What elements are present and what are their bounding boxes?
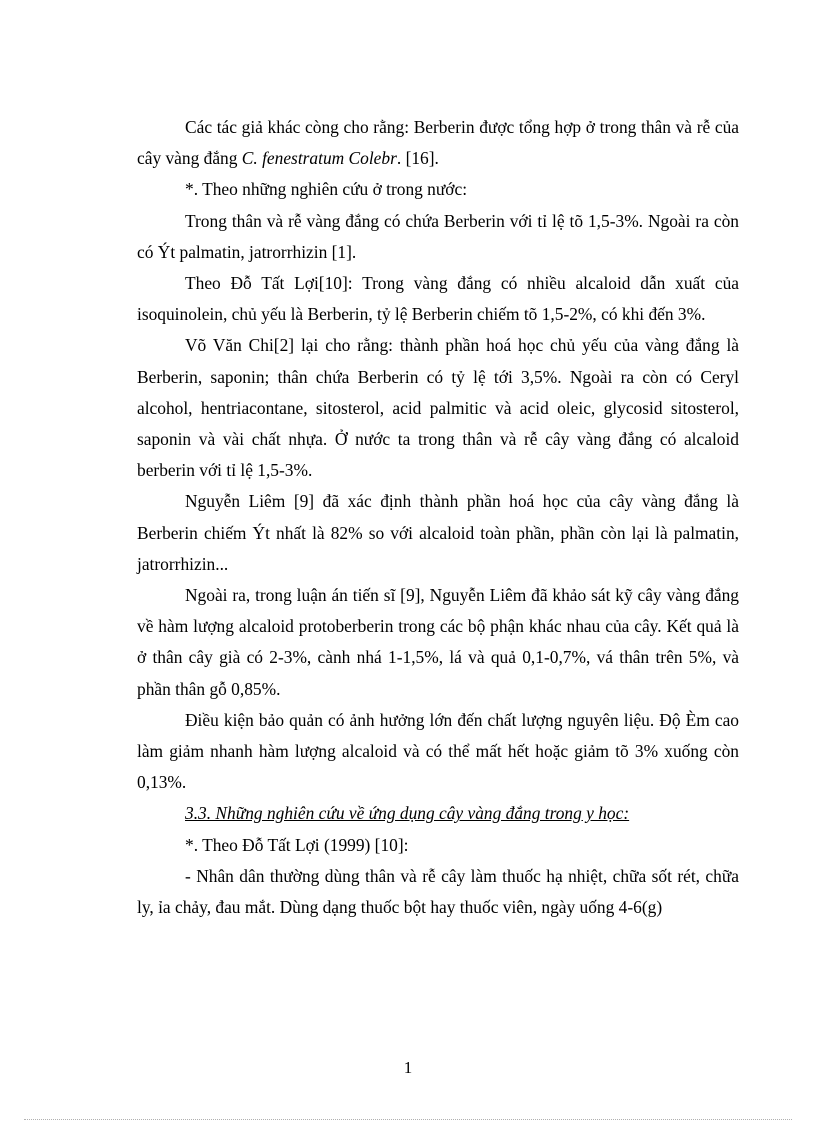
paragraph-1 [137,112,739,174]
paragraph-7: Ngoài ra, trong luận án tiến sĩ [9], Nguyễn Liêm đã khảo sát kỹ cây vàng đắng về hàm lượng alcaloid protoberberin trong các bộ phận khác nhau của cây. Kết quả là ở thân cây già có 2-3%, cành nhá 1-1,5%, lá và quả 0,1-0,7%, vá thân trên 5%, và phần thân gỗ 0,85%. [137,585,739,699]
paragraph-1-citation: . [16]. [396,148,439,169]
footer-divider [24,1119,792,1120]
paragraph-9: *. Theo Đỗ Tất Lợi (1999) [10]: [185,834,409,855]
document-body [137,112,739,923]
paragraph-10: - Nhân dân thường dùng thân và rễ cây làm thuốc hạ nhiệt, chữa sốt rét, chữa ly, ỉa chảy, đau mắt. Dùng dạng thuốc bột hay thuốc viên, ngày uống 4-6(g) [137,865,739,918]
section-heading: 3.3. Những nghiên cứu về ứng dụng cây vàng đắng trong y học: [185,803,630,824]
paragraph-4: Theo Đỗ Tất Lợi[10]: Trong vàng đắng có nhiều alcaloid dẫn xuất của isoquinolein, chủ yếu là Berberin, tỷ lệ Berberin chiếm tõ 1,5-2%, có khi đến 3%. [137,273,739,325]
paragraph-5: Võ Văn Chi[2] lại cho rằng: thành phần hoá học chủ yếu của vàng đắng là Berberin, saponin; thân chứa Berberin có tỷ lệ tới 3,5%. Ngoài ra còn có Ceryl alcohol, hentriacontane, sitosterol, acid palmitic và acid oleic, glycosid sitosterol, saponin và vài chất nhựa. Ở nước ta trong thân và rễ cây vàng đắng có alcaloid berberin với tỉ lệ 1,5-3%. [137,335,739,481]
paragraph-8: Điều kiện bảo quản có ảnh hưởng lớn đến chất lượng nguyên liệu. Độ Èm cao làm giảm nhanh hàm lượng alcaloid và có thể mất hết hoặc giảm tõ 3% xuống còn 0,13%. [137,709,739,793]
paragraph-3: Trong thân và rễ vàng đắng có chứa Berberin với tỉ lệ tõ 1,5-3%. Ngoài ra còn có Ýt palmatin, jatrorrhizin [1]. [137,210,739,262]
page-number: 1 [403,1058,413,1077]
paragraph-6: Nguyễn Liêm [9] đã xác định thành phần hoá học của cây vàng đắng là Berberin chiếm Ýt nhất là 82% so với alcaloid toàn phần, phần còn lại là palmatin, jatrorrhizin... [137,491,739,574]
paragraph-domestic-research: *. Theo những nghiên cứu ở trong nước: [185,179,468,200]
species-name: C. fenestratum Colebr [241,148,397,169]
paragraph-1-text: Các tác giả khác còng cho rằng: Berberin được tổng hợp ở trong thân và rễ của cây vàng đắng [137,117,739,169]
